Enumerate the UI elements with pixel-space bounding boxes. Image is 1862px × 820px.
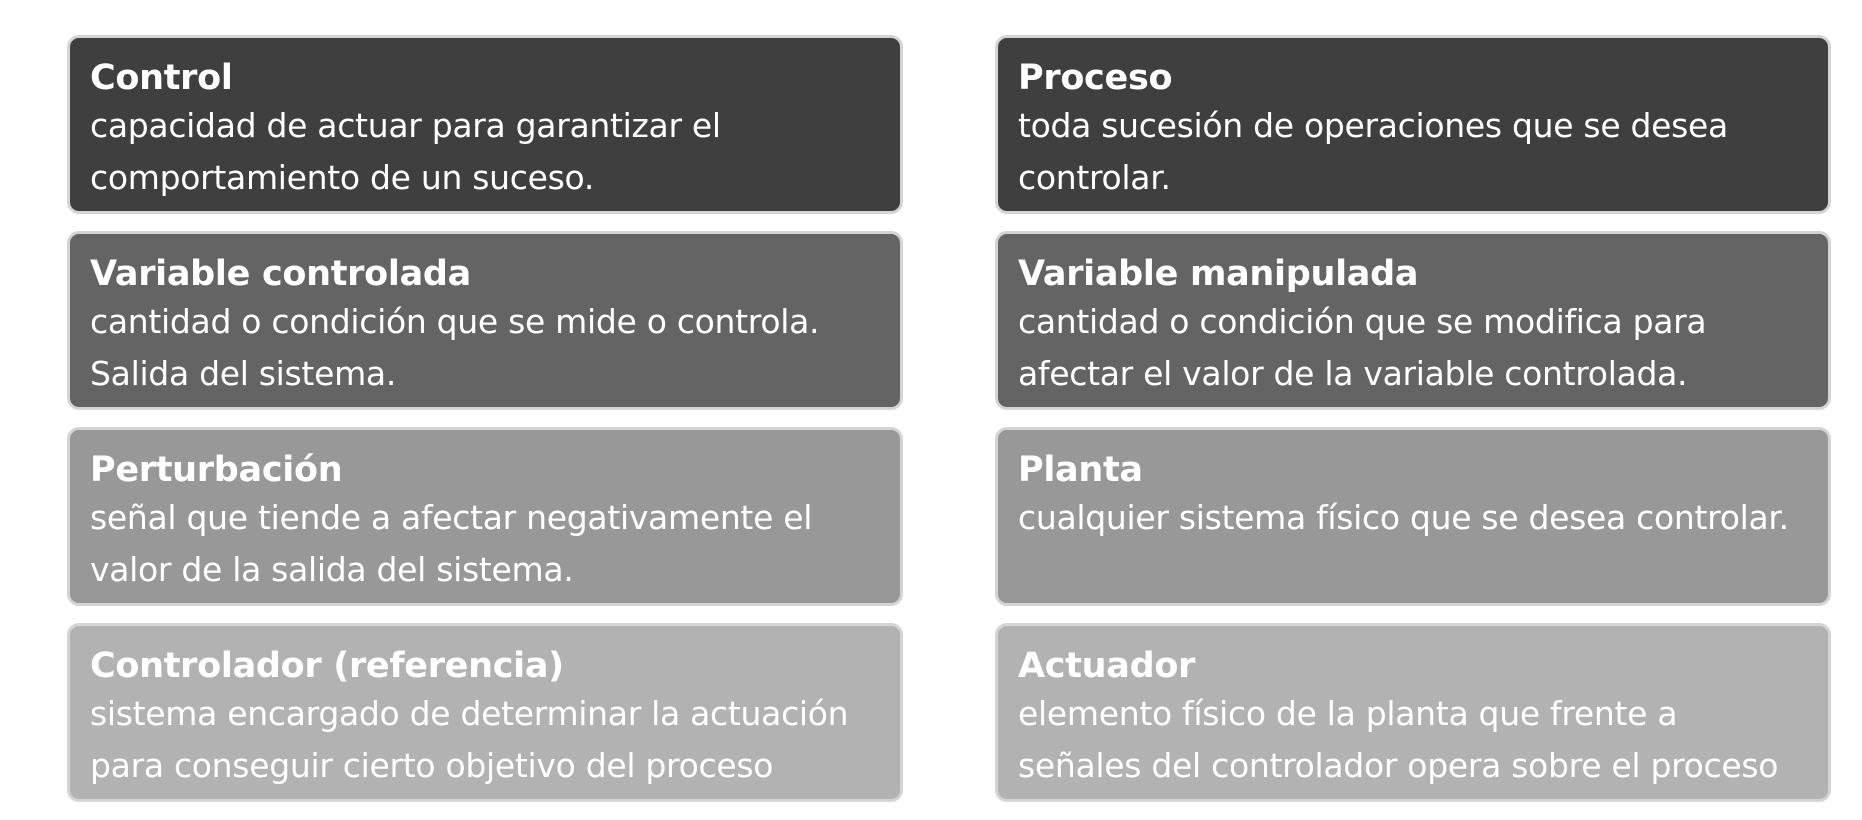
card-title: Variable manipulada [1018,254,1419,294]
card-description [1018,688,1808,792]
card-description [90,296,880,400]
card-description-line: sistema encargado de determinar la actuación [90,694,849,733]
card-description-line: valor de la salida del sistema. [90,550,574,589]
definitions-grid [67,35,1831,802]
card-controlador [67,623,903,802]
card-title: Controlador (referencia) [90,646,564,686]
card-actuador [995,623,1831,802]
card-title: Variable controlada [90,254,471,294]
card-description [1018,296,1808,400]
card-description-line: señales del controlador opera sobre el proceso [1018,746,1779,785]
card-title: Proceso [1018,58,1173,98]
card-perturbacion [67,427,903,606]
card-description-line: controlar. [1018,158,1171,197]
card-description-line: toda sucesión de operaciones que se desea [1018,106,1728,145]
card-description-line: elemento físico de la planta que frente a [1018,694,1678,733]
card-variable-controlada [67,231,903,410]
card-description [90,492,880,596]
card-title: Actuador [1018,646,1196,686]
card-description-line: señal que tiende a afectar negativamente el [90,498,813,537]
card-variable-manipulada [995,231,1831,410]
card-description-line: cantidad o condición que se modifica para [1018,302,1707,341]
card-title: Planta [1018,450,1143,490]
card-description [1018,100,1808,204]
card-description-line: afectar el valor de la variable controlada. [1018,354,1688,393]
card-description-line: para conseguir cierto objetivo del proceso [90,746,774,785]
card-planta [995,427,1831,606]
card-description-line: Salida del sistema. [90,354,397,393]
card-control [67,35,903,214]
card-proceso [995,35,1831,214]
card-description [1018,492,1808,544]
card-description-line: cantidad o condición que se mide o controla. [90,302,820,341]
card-description [90,100,880,204]
card-title: Control [90,58,233,98]
card-title: Perturbación [90,450,343,490]
card-description-line: comportamiento de un suceso. [90,158,595,197]
card-description [90,688,880,792]
card-description-line: capacidad de actuar para garantizar el [90,106,721,145]
card-description-line: cualquier sistema físico que se desea controlar. [1018,498,1789,537]
